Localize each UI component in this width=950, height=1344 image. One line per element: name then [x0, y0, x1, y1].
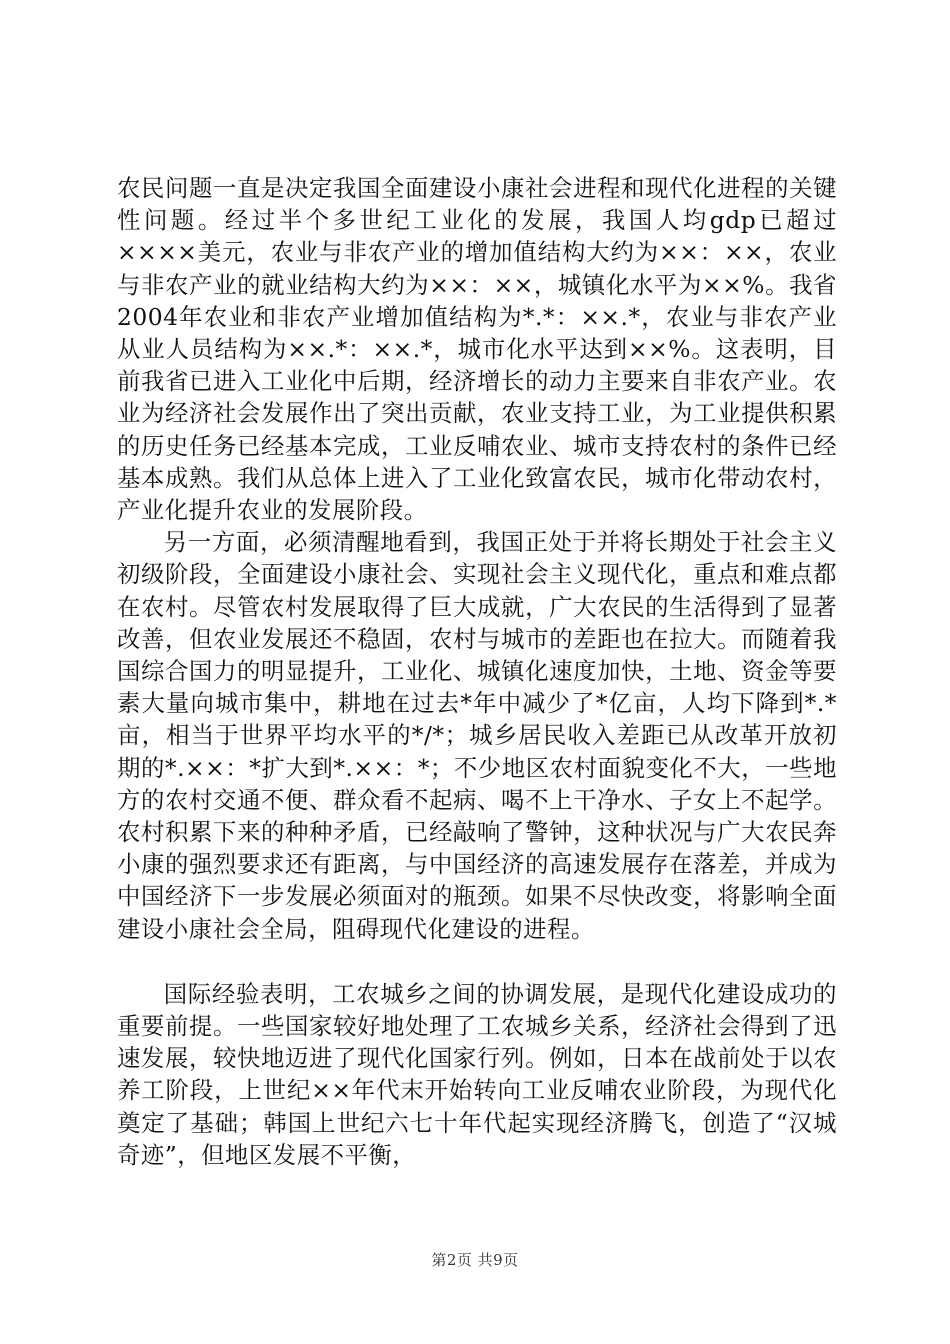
paragraph-gap [117, 945, 837, 978]
paragraph-2: 另一方面，必须清醒地看到，我国正处于并将长期处于社会主义初级阶段，全面建设小康社会、实现社会主义现代化，重点和难点都在农村。尽管农村发展取得了巨大成就，广大农民的生活得到了显著改善，但农业发展还不稳固，农村与城市的差距也在拉大。而随着我国综合国力的明显提升，工业化、城镇化速度加快，土地、资金等要素大量向城市集中，耕地在过去*年中减少了*亿亩，人均下降到*.*亩，相当于世界平均水平的*/*；城乡居民收入差距已从改革开放初期的*.××：*扩大到*.××：*；不少地区农村面貌变化不大，一些地方的农村交通不便、群众看不起病、喝不上干净水、子女上不起学。农村积累下来的种种矛盾，已经敲响了警钟，这种状况与广大农民奔小康的强烈要求还有距离，与中国经济的高速发展存在落差，并成为中国经济下一步发展必须面对的瓶颈。如果不尽快改变，将影响全面建设小康社会全局，阻碍现代化建设的进程。 [117, 528, 837, 943]
paragraph-1: 农民问题一直是决定我国全面建设小康社会进程和现代化进程的关键性问题。经过半个多世纪工业化的发展，我国人均gdp已超过××××美元，农业与非农产业的增加值结构大约为××：××，农业与非农产业的就业结构大约为××：××，城镇化水平为××%。我省2004年农业和非农产业增加值结构为*.*：××.*，农业与非农产业从业人员结构为××.*：××.*，城市化水平达到××%。这表明，目前我省已进入工业化中后期，经济增长的动力主要来自非农产业。农业为经济社会发展作出了突出贡献，农业支持工业，为工业提供积累的历史任务已经基本完成，工业反哺农业、城市支持农村的条件已经基本成熟。我们从总体上进入了工业化致富农民，城市化带动农村，产业化提升农业的发展阶段。 [117, 174, 837, 525]
paragraph-3: 国际经验表明，工农城乡之间的协调发展，是现代化建设成功的重要前提。一些国家较好地处理了工农城乡关系，经济社会得到了迅速发展，较快地迈进了现代化国家行列。例如，日本在战前处于以农养工阶段，上世纪××年代末开始转向工业反哺农业阶段，为现代化奠定了基础；韩国上世纪六七十年代起实现经济腾飞，创造了“汉城奇迹”，但地区发展不平衡， [117, 979, 837, 1169]
page-footer: 第2页 共9页 [431, 1251, 519, 1269]
document-body [117, 172, 837, 1171]
